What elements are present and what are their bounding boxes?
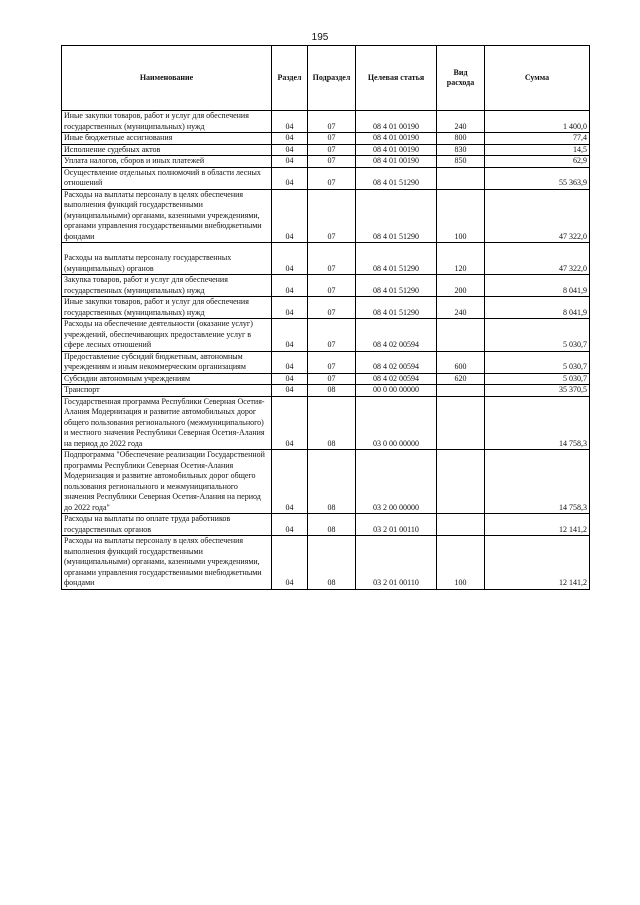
cell-target-article: 08 4 02 00594	[356, 351, 437, 373]
cell-sum: 47 322,0	[485, 189, 590, 243]
cell-subsection: 08	[308, 385, 356, 397]
cell-section: 04	[272, 396, 308, 450]
cell-name: Уплата налогов, сборов и иных платежей	[62, 156, 272, 168]
cell-name: Осуществление отдельных полномочий в области лесных отношений	[62, 167, 272, 189]
cell-expense-type: 830	[437, 144, 485, 156]
column-header-subsection: Подраздел	[308, 46, 356, 111]
table-row	[62, 156, 590, 168]
cell-name: Подпрограмма "Обеспечение реализации Государственной программы Республики Северная Осетия-Алания Модернизация и развитие автомобильных дорог общего пользования регионального и межмуниципального значения Республики Северная Осетия-Алания на период до 2022 года"	[62, 450, 272, 514]
cell-target-article: 08 4 01 51290	[356, 243, 437, 275]
cell-sum: 55 363,9	[485, 167, 590, 189]
cell-target-article: 03 2 00 00000	[356, 450, 437, 514]
cell-section: 04	[272, 144, 308, 156]
cell-sum: 8 041,9	[485, 297, 590, 319]
cell-expense-type	[437, 385, 485, 397]
cell-expense-type: 620	[437, 373, 485, 385]
cell-name: Расходы на выплаты по оплате труда работников государственных органов	[62, 514, 272, 536]
cell-sum: 1 400,0	[485, 111, 590, 133]
cell-name: Субсидии автономным учреждениям	[62, 373, 272, 385]
cell-expense-type: 120	[437, 243, 485, 275]
table-row	[62, 450, 590, 514]
cell-subsection: 07	[308, 297, 356, 319]
cell-section: 04	[272, 243, 308, 275]
cell-section: 04	[272, 297, 308, 319]
table-row	[62, 133, 590, 145]
cell-section: 04	[272, 275, 308, 297]
table-row	[62, 514, 590, 536]
cell-expense-type	[437, 514, 485, 536]
cell-expense-type: 200	[437, 275, 485, 297]
cell-subsection: 07	[308, 243, 356, 275]
table-row	[62, 536, 590, 590]
cell-section: 04	[272, 373, 308, 385]
cell-target-article: 08 4 02 00594	[356, 319, 437, 352]
cell-subsection: 07	[308, 156, 356, 168]
cell-expense-type	[437, 319, 485, 352]
cell-name: Иные закупки товаров, работ и услуг для обеспечения государственных (муниципальных) нужд	[62, 111, 272, 133]
cell-subsection: 08	[308, 514, 356, 536]
cell-sum: 14,5	[485, 144, 590, 156]
cell-section: 04	[272, 385, 308, 397]
cell-section: 04	[272, 450, 308, 514]
cell-sum: 5 030,7	[485, 373, 590, 385]
table-row	[62, 111, 590, 133]
table-row	[62, 297, 590, 319]
cell-expense-type: 240	[437, 297, 485, 319]
table-row	[62, 385, 590, 397]
cell-expense-type	[437, 450, 485, 514]
cell-expense-type: 850	[437, 156, 485, 168]
cell-sum: 14 758,3	[485, 396, 590, 450]
cell-name: Исполнение судебных актов	[62, 144, 272, 156]
cell-sum: 77,4	[485, 133, 590, 145]
cell-section: 04	[272, 156, 308, 168]
cell-sum: 12 141,2	[485, 514, 590, 536]
cell-section: 04	[272, 536, 308, 590]
cell-subsection: 07	[308, 373, 356, 385]
cell-target-article: 08 4 01 00190	[356, 133, 437, 145]
cell-target-article: 08 4 01 00190	[356, 111, 437, 133]
cell-target-article: 00 0 00 00000	[356, 385, 437, 397]
table-header-row	[62, 46, 590, 111]
cell-name: Расходы на обеспечение деятельности (оказание услуг) учреждений, обеспечивающих предоставление услуг в сфере лесных отношений	[62, 319, 272, 352]
cell-expense-type: 240	[437, 111, 485, 133]
table-row	[62, 396, 590, 450]
cell-sum: 5 030,7	[485, 351, 590, 373]
cell-section: 04	[272, 351, 308, 373]
cell-sum: 62,9	[485, 156, 590, 168]
cell-expense-type	[437, 167, 485, 189]
table-row	[62, 319, 590, 352]
cell-subsection: 07	[308, 351, 356, 373]
cell-expense-type	[437, 396, 485, 450]
cell-subsection: 07	[308, 133, 356, 145]
table-row	[62, 243, 590, 275]
cell-name: Иные закупки товаров, работ и услуг для обеспечения государственных (муниципальных) нужд	[62, 297, 272, 319]
budget-table	[61, 45, 590, 590]
cell-target-article: 08 4 01 00190	[356, 156, 437, 168]
cell-target-article: 03 2 01 00110	[356, 536, 437, 590]
table-row	[62, 351, 590, 373]
cell-section: 04	[272, 319, 308, 352]
cell-name: Иные бюджетные ассигнования	[62, 133, 272, 145]
cell-subsection: 07	[308, 275, 356, 297]
cell-section: 04	[272, 111, 308, 133]
cell-section: 04	[272, 167, 308, 189]
cell-name: Расходы на выплаты персоналу государственных (муниципальных) органов	[62, 243, 272, 275]
table-row	[62, 373, 590, 385]
cell-section: 04	[272, 514, 308, 536]
table-row	[62, 275, 590, 297]
cell-expense-type: 600	[437, 351, 485, 373]
cell-subsection: 08	[308, 396, 356, 450]
column-header-sum: Сумма	[485, 46, 590, 111]
cell-target-article: 08 4 01 51290	[356, 167, 437, 189]
cell-sum: 8 041,9	[485, 275, 590, 297]
cell-target-article: 08 4 01 51290	[356, 275, 437, 297]
cell-subsection: 07	[308, 167, 356, 189]
column-header-target-article: Целевая статья	[356, 46, 437, 111]
cell-target-article: 08 4 02 00594	[356, 373, 437, 385]
cell-section: 04	[272, 133, 308, 145]
cell-subsection: 07	[308, 189, 356, 243]
cell-target-article: 08 4 01 51290	[356, 297, 437, 319]
cell-target-article: 08 4 01 00190	[356, 144, 437, 156]
column-header-name: Наименование	[62, 46, 272, 111]
cell-subsection: 08	[308, 450, 356, 514]
cell-subsection: 07	[308, 111, 356, 133]
cell-subsection: 07	[308, 319, 356, 352]
cell-sum: 12 141,2	[485, 536, 590, 590]
cell-sum: 35 370,5	[485, 385, 590, 397]
cell-sum: 14 758,3	[485, 450, 590, 514]
cell-target-article: 03 0 00 00000	[356, 396, 437, 450]
cell-target-article: 03 2 01 00110	[356, 514, 437, 536]
cell-target-article: 08 4 01 51290	[356, 189, 437, 243]
cell-sum: 5 030,7	[485, 319, 590, 352]
cell-name: Государственная программа Республики Северная Осетия-Алания Модернизация и развитие автомобильных дорог общего пользования регионального (межмуниципального) и местного значения Республики Северная Осетия-Алания на период до 2022 года	[62, 396, 272, 450]
cell-name: Транспорт	[62, 385, 272, 397]
table-row	[62, 189, 590, 243]
page-number: 195	[311, 32, 329, 43]
cell-expense-type: 800	[437, 133, 485, 145]
table-row	[62, 167, 590, 189]
cell-expense-type: 100	[437, 536, 485, 590]
cell-section: 04	[272, 189, 308, 243]
column-header-expense-type: Вид расхода	[437, 46, 485, 111]
cell-sum: 47 322,0	[485, 243, 590, 275]
column-header-section: Раздел	[272, 46, 308, 111]
cell-name: Предоставление субсидий бюджетным, автономным учреждениям и иным некоммерческим организациям	[62, 351, 272, 373]
cell-subsection: 08	[308, 536, 356, 590]
table-row	[62, 144, 590, 156]
cell-subsection: 07	[308, 144, 356, 156]
cell-name: Расходы на выплаты персоналу в целях обеспечения выполнения функций государственными (муниципальными) органами, казенными учреждениями, органами управления государственными внебюджетными фондами	[62, 536, 272, 590]
cell-name: Закупка товаров, работ и услуг для обеспечения государственных (муниципальных) нужд	[62, 275, 272, 297]
cell-expense-type: 100	[437, 189, 485, 243]
cell-name: Расходы на выплаты персоналу в целях обеспечения выполнения функций государственными (муниципальными) органами, казенными учреждениями, органами управления государственными внебюджетными фондами	[62, 189, 272, 243]
